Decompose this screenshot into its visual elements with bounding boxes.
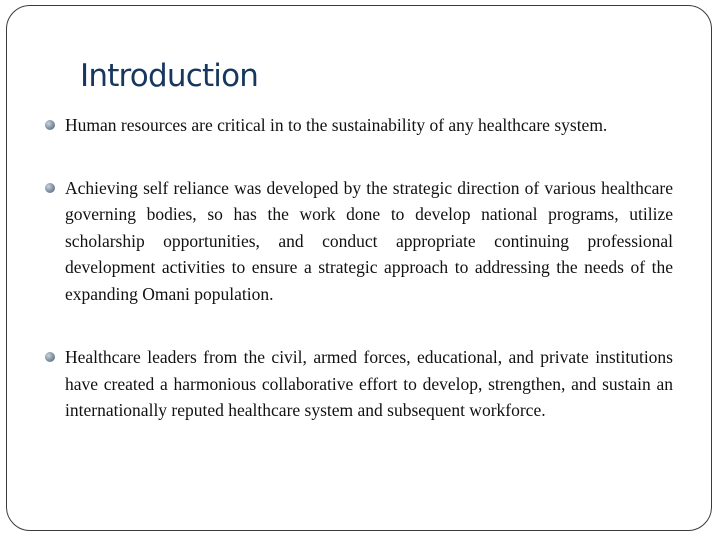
- bullet-item: [45, 175, 673, 308]
- bullet-dot-icon: [45, 120, 55, 130]
- bullet-text: Achieving self reliance was developed by the strategic direction of various healthcare governing bodies, so has the work done to develop national programs, utilize scholarship opportunities, and conduct appropriate continuing professional development activities to ensure a strategic approach to addressing the needs of the expanding Omani population.: [65, 177, 673, 304]
- bullet-text: Human resources are critical in to the sustainability of any healthcare system.: [65, 115, 608, 135]
- bullet-list: [45, 112, 673, 424]
- bullet-item: [45, 344, 673, 424]
- bullet-dot-icon: [45, 352, 55, 362]
- bullet-dot-icon: [45, 183, 55, 193]
- bullet-item: [45, 112, 673, 139]
- slide-title: Introduction: [80, 58, 259, 94]
- bullet-text: Healthcare leaders from the civil, armed forces, educational, and private institutions have created a harmonious collaborative effort to develop, strengthen, and sustain an internationally reputed healthcare system and subsequent workforce.: [65, 347, 673, 420]
